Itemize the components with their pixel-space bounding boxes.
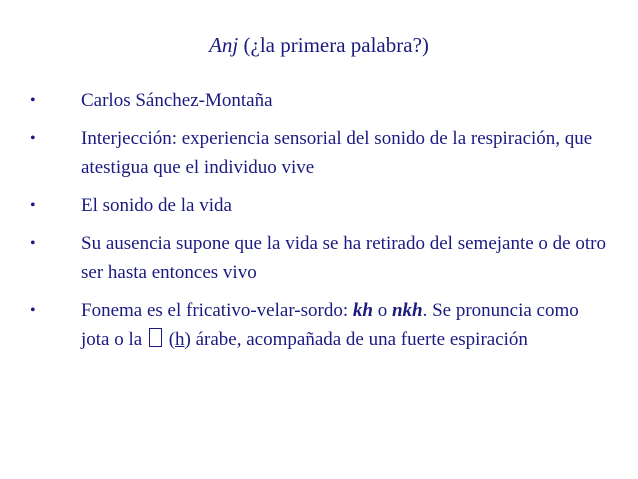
bullet-list [0,86,638,363]
list-item-text: El sonido de la vida [81,195,232,216]
phoneme-text: Fonema es el fricativo-velar-sordo: [81,300,353,321]
phoneme-text-3: ) árabe, acompañada de una fuerte espiración [184,329,528,350]
list-item-text: Su ausencia supone que la vida se ha retirado del semejante o de otro ser hasta entonces vivo [81,233,606,283]
missing-glyph-icon [149,328,162,347]
phoneme-nkh: nkh [391,300,423,321]
list-item-text: Carlos Sánchez-Montaña [81,90,273,111]
bullet-icon: • [30,130,36,147]
title-subtitle: (¿la primera palabra?) [243,33,429,57]
phoneme-kh: kh [352,300,373,321]
slide-title [0,32,638,58]
bullet-icon: • [30,235,36,252]
list-item [0,191,638,220]
list-item [0,296,638,354]
bullet-icon: • [30,302,36,319]
title-word: Anj [209,33,239,57]
list-item-text: Interjección: experiencia sensorial del sonido de la respiración, que atestigua que el individuo vive [81,128,593,178]
paren-open: ( [163,329,176,350]
list-item-text [81,296,606,354]
phoneme-text-2: . Se pronuncia como jota o la [81,300,579,350]
bullet-icon: • [30,92,36,109]
bullet-icon: • [30,197,36,214]
phoneme-or: o [372,300,392,321]
list-item [0,86,638,115]
list-item [0,124,638,182]
underlined-h: h [175,329,185,350]
list-item [0,229,638,287]
